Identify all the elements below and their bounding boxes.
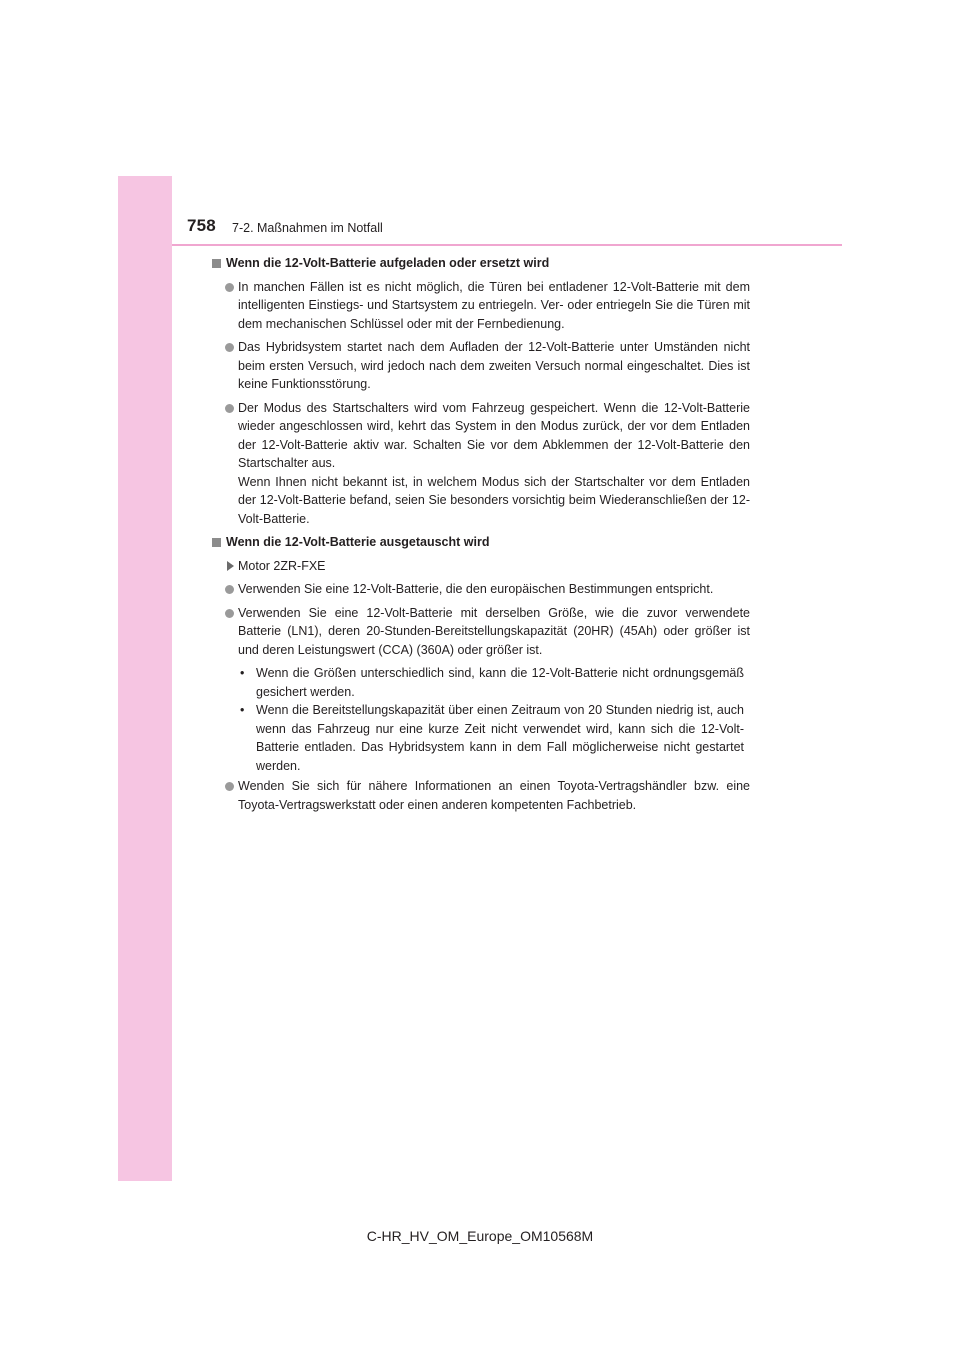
- page-content: [212, 254, 750, 819]
- list-item: [212, 278, 750, 334]
- circle-bullet-icon: [225, 343, 234, 352]
- sub-list-item: [212, 701, 750, 775]
- section-heading: [212, 254, 750, 273]
- list-item-text: In manchen Fällen ist es nicht möglich, die Türen bei entladener 12-Volt-Batterie mit dem intelligenten Einstiegs- und Startsystem zu entriegeln. Ver- oder entriegeln Sie die Türen mit dem mechanischen Schlüssel oder mit der Fernbedienung.: [238, 279, 750, 331]
- page-number: 758: [187, 216, 216, 235]
- circle-bullet-icon: [225, 585, 234, 594]
- circle-bullet-icon: [225, 404, 234, 413]
- list-item: [212, 399, 750, 529]
- footer-document-id: C-HR_HV_OM_Europe_OM10568M: [366, 1228, 594, 1244]
- sub-list-item-text: Wenn die Bereitstellungskapazität über einen Zeitraum von 20 Stunden niedrig ist, auch wenn das Fahrzeug nur eine kurze Zeit nicht verwendet wird, kann sich die 12-Volt-Batterie entladen. Das Hybridsystem kann in dem Fall möglicherweise nicht gestartet werden.: [256, 703, 744, 773]
- list-item: [212, 338, 750, 394]
- square-bullet-icon: [212, 259, 221, 268]
- section-title: 7-2. Maßnahmen im Notfall: [232, 221, 383, 235]
- list-item: [212, 604, 750, 660]
- list-item-text: Verwenden Sie eine 12-Volt-Batterie mit derselben Größe, wie die zuvor verwendete Batterie (LN1), deren 20-Stunden-Bereitstellungskapazität (20HR) (45Ah) oder größer ist und deren Leistungswert (CCA) (360A) oder größer ist.: [238, 605, 750, 657]
- sub-list: [212, 664, 750, 775]
- list-item: [212, 580, 750, 599]
- engine-text: Motor 2ZR-FXE: [238, 558, 326, 573]
- sub-bullet-marker: •: [240, 703, 245, 717]
- list-item-text: Verwenden Sie eine 12-Volt-Batterie, die den europäischen Bestimmungen entspricht.: [238, 582, 714, 596]
- sub-list-item-text: Wenn die Größen unterschiedlich sind, kann die 12-Volt-Batterie nicht ordnungsgemäß gesichert werden.: [256, 666, 744, 699]
- list-item-text: Das Hybridsystem startet nach dem Aufladen der 12-Volt-Batterie unter Umständen nicht beim ersten Versuch, wird jedoch nach dem zweiten Versuch normal eingeschaltet. Dies ist keine Funktionsstörung.: [238, 340, 750, 391]
- list-item-text: Wenden Sie sich für nähere Informationen an einen Toyota-Vertragshändler bzw. eine Toyota-Vertragswerkstatt oder einen anderen kompetenten Fachbetrieb.: [238, 779, 750, 812]
- list-item-text: Wenn Ihnen nicht bekannt ist, in welchem Modus sich der Startschalter vor dem Entladen der 12-Volt-Batterie befand, seien Sie besonders vorsichtig beim Wiederanschließen der 12-Volt-Batterie.: [238, 474, 750, 526]
- sub-list-item: [212, 664, 750, 701]
- sub-bullet-marker: •: [240, 666, 245, 680]
- side-tab-bar: [118, 176, 172, 1181]
- heading-text: Wenn die 12-Volt-Batterie ausgetauscht wird: [226, 535, 490, 549]
- header-divider: [172, 244, 842, 246]
- circle-bullet-icon: [225, 609, 234, 618]
- list-item-text: Der Modus des Startschalters wird vom Fahrzeug gespeichert. Wenn die 12-Volt-Batterie wieder angeschlossen wird, kehrt das System in den Modus zurück, der vor dem Entladen der 12-Volt-Batterie aktiv war. Schalten Sie vor dem Abklemmen der 12-Volt-Batterie den Startschalter aus.: [238, 400, 750, 470]
- circle-bullet-icon: [225, 782, 234, 791]
- section-heading: [212, 533, 750, 552]
- circle-bullet-icon: [225, 283, 234, 292]
- heading-text: Wenn die 12-Volt-Batterie aufgeladen oder ersetzt wird: [226, 256, 550, 270]
- engine-label: [212, 557, 750, 576]
- arrow-right-icon: [227, 561, 234, 571]
- square-bullet-icon: [212, 538, 221, 547]
- list-item: [212, 777, 750, 814]
